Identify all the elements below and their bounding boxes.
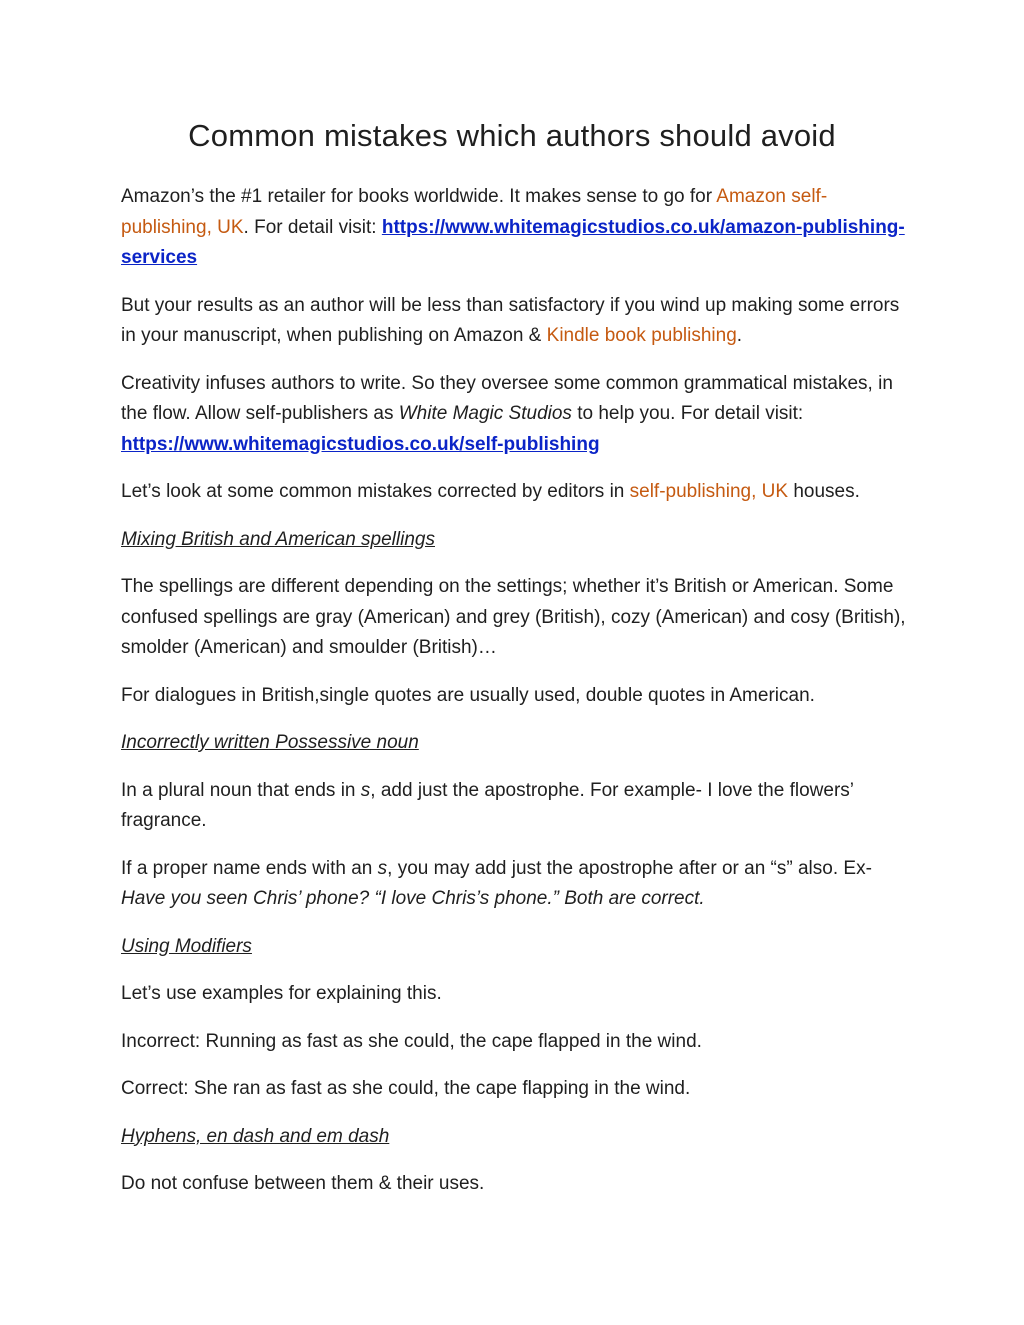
paragraph-dialogues: For dialogues in British,single quotes are usually used, double quotes in American. bbox=[121, 684, 815, 706]
paragraph-incorrect-example: Incorrect: Running as fast as she could, the cape flapped in the wind. bbox=[121, 1030, 702, 1052]
emphasis-white-magic-studios: White Magic Studios bbox=[398, 403, 572, 424]
paragraph-text: Creativity infuses authors to write. So they oversee some common grammatical mistakes, in the flow. Allow self-publishers as bbox=[121, 372, 893, 424]
paragraph-text: houses. bbox=[788, 481, 860, 502]
paragraph-proper-name bbox=[121, 854, 911, 915]
highlight-kindle-book-publishing: Kindle book publishing bbox=[546, 325, 737, 346]
highlight-self-publishing-uk: self-publishing, UK bbox=[629, 481, 789, 502]
subheading-using-modifiers: Using Modifiers bbox=[121, 935, 252, 957]
paragraph-text: , you may add just the apostrophe after or an “s” also. Ex- bbox=[387, 857, 872, 879]
paragraph-plural-noun bbox=[121, 776, 911, 837]
paragraph-text: . For detail visit: bbox=[243, 216, 382, 238]
paragraph-text: If a proper name ends with an bbox=[121, 857, 378, 879]
subheading-hyphens-dashes: Hyphens, en dash and em dash bbox=[121, 1125, 390, 1147]
amazon-publishing-services-link[interactable]: https://www.whitemagicstudios.co.uk/amazon-publishing-services bbox=[121, 216, 905, 268]
emphasis-example: Have you seen Chris’ phone? “I love Chris’s phone.” Both are correct. bbox=[121, 888, 705, 909]
paragraph-text: . bbox=[736, 325, 743, 346]
subheading-british-american-spellings: Mixing British and American spellings bbox=[121, 528, 435, 550]
paragraph-examples: Let’s use examples for explaining this. bbox=[121, 983, 442, 1004]
highlight-amazon-self-publishing: Amazon self-publishing, UK bbox=[121, 186, 828, 238]
paragraph-correct-example: Correct: She ran as fast as she could, the cape flapping in the wind. bbox=[121, 1078, 691, 1099]
paragraph-dash-uses: Do not confuse between them & their uses. bbox=[121, 1173, 485, 1194]
paragraph-results bbox=[121, 291, 911, 352]
paragraph-text: But your results as an author will be less than satisfactory if you wind up making some errors in your manuscript, when publishing on Amazon & bbox=[121, 294, 900, 346]
paragraph-text: In a plural noun that ends in bbox=[121, 779, 361, 801]
document-body bbox=[121, 182, 911, 1217]
paragraph-creativity bbox=[121, 369, 911, 461]
paragraph-text: Let’s look at some common mistakes corrected by editors in bbox=[121, 481, 630, 502]
paragraph-intro bbox=[121, 182, 911, 274]
emphasis-s: s bbox=[360, 779, 371, 801]
paragraph-text: Amazon’s the #1 retailer for books worldwide. It makes sense to go for bbox=[121, 186, 717, 207]
emphasis-s: s bbox=[377, 857, 388, 879]
subheading-possessive-noun: Incorrectly written Possessive noun bbox=[121, 732, 419, 753]
paragraph-spellings: The spellings are different depending on the settings; whether it’s British or American. Some confused spellings are gray (American) and grey (British), cozy (American) and cosy (British), smolder (American) and smoulder (British)… bbox=[121, 576, 906, 658]
paragraph-text: to help you. For detail visit: bbox=[571, 403, 804, 424]
document-title: Common mistakes which authors should avoid bbox=[188, 118, 836, 153]
self-publishing-link[interactable]: https://www.whitemagicstudios.co.uk/self-publishing bbox=[121, 433, 600, 455]
paragraph-common-mistakes bbox=[121, 477, 911, 508]
paragraph-text: , add just the apostrophe. For example- I love the flowers’ fragrance. bbox=[121, 779, 854, 831]
